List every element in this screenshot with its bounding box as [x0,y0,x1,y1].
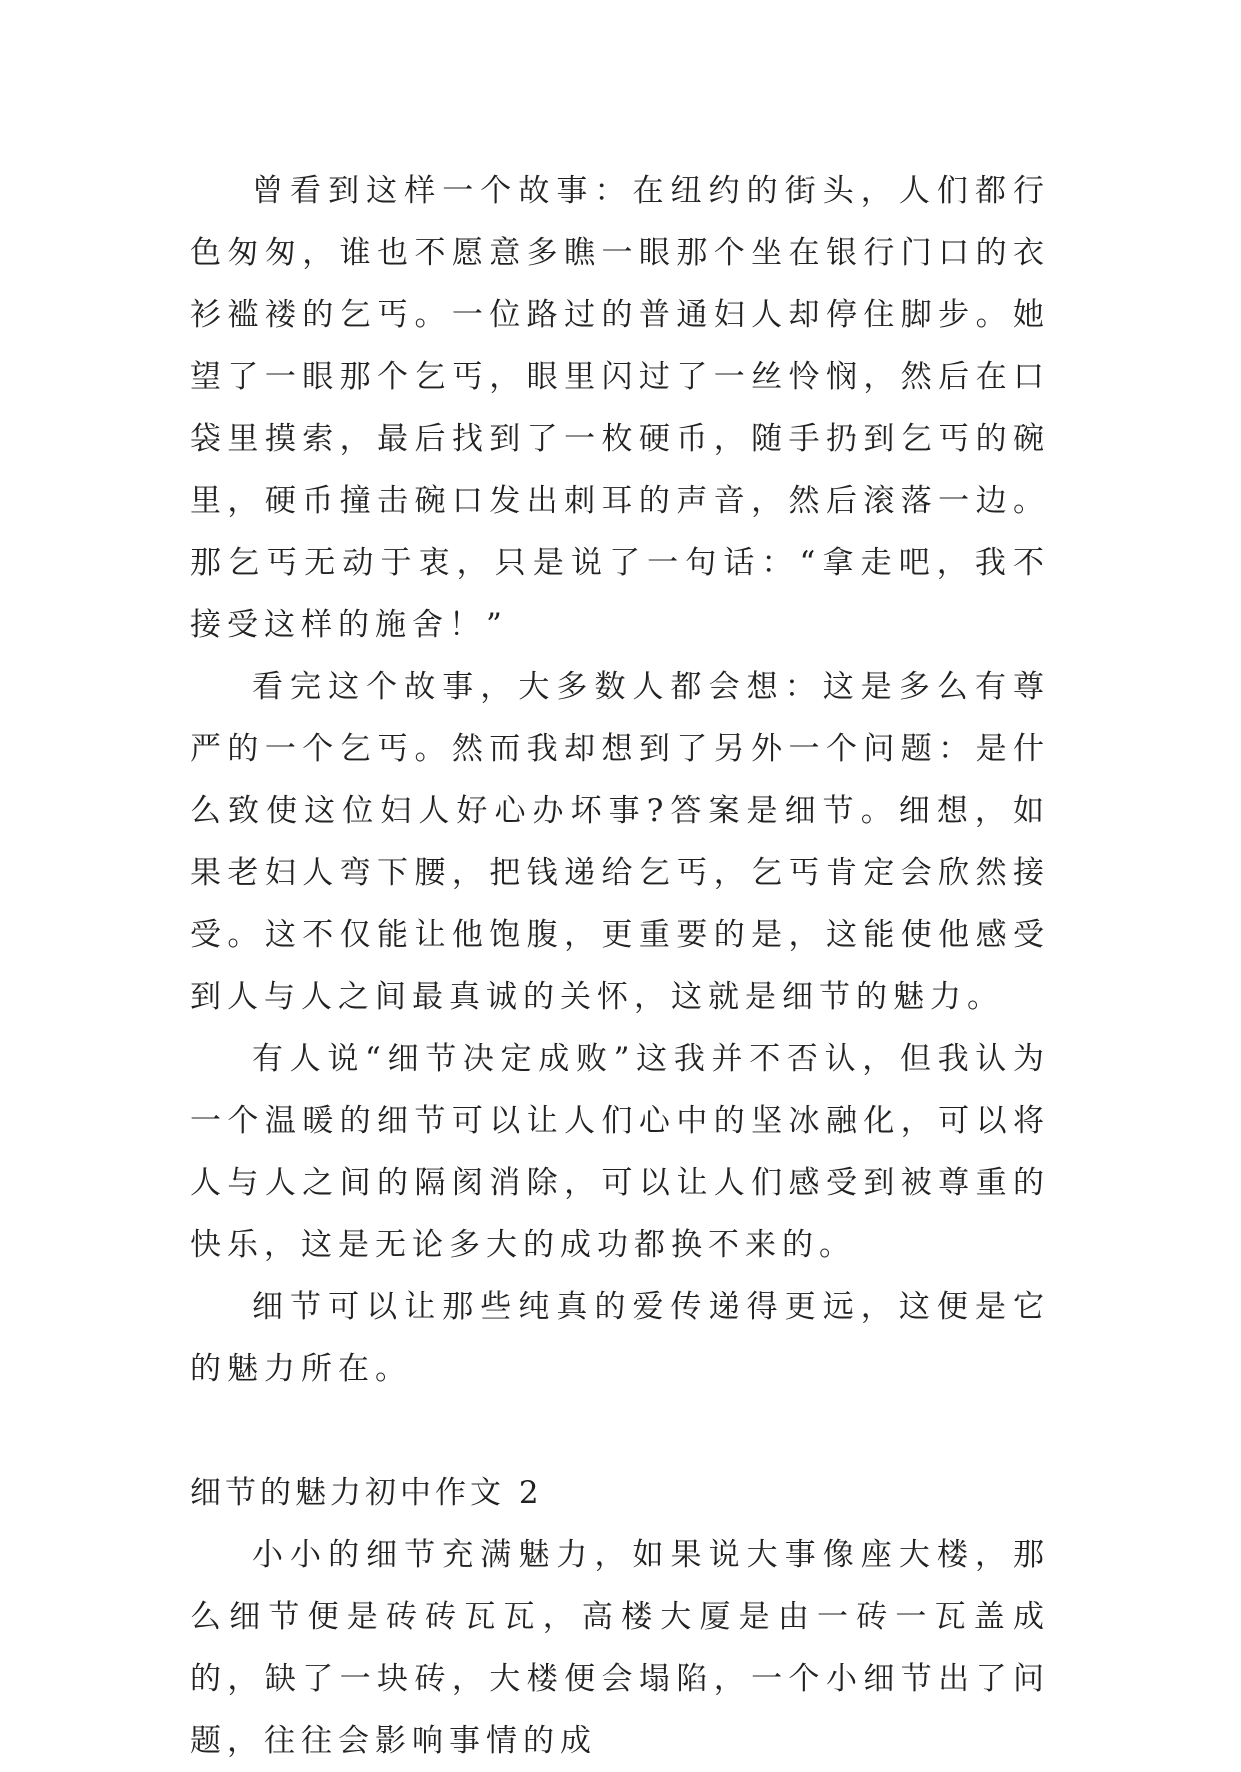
paragraph-reflection: 看完这个故事，大多数人都会想：这是多么有尊严的一个乞丐。然而我却想到了另外一个问题：是什么致使这位妇人好心办坏事?答案是细节。细想，如果老妇人弯下腰，把钱递给乞丐，乞丐肯定会欣然接受。这不仅能让他饱腹，更重要的是，这能使他感受到人与人之间最真诚的关怀，这就是细节的魅力。 [190,669,1050,1015]
paragraph-essay2-intro: 小小的细节充满魅力，如果说大事像座大楼，那么细节便是砖砖瓦瓦，高楼大厦是由一砖一瓦盖成的，缺了一块砖，大楼便会塌陷，一个小细节出了问题，往往会影响事情的成 [190,1537,1050,1759]
paragraph-conclusion: 细节可以让那些纯真的爱传递得更远，这便是它的魅力所在。 [190,1289,1050,1387]
section-heading: 细节的魅力初中作文 2 [190,1475,543,1511]
paragraph-story: 曾看到这样一个故事：在纽约的街头，人们都行色匆匆，谁也不愿意多瞧一眼那个坐在银行门口的衣衫褴褛的乞丐。一位路过的普通妇人却停住脚步。她望了一眼那个乞丐，眼里闪过了一丝怜悯，然后在口袋里摸索，最后找到了一枚硬币，随手扔到乞丐的碗里，硬币撞击碗口发出刺耳的声音，然后滚落一边。那乞丐无动于衷，只是说了一句话：“拿走吧，我不接受这样的施舍！” [190,173,1050,643]
paragraph-opinion: 有人说“细节决定成败”这我并不否认，但我认为一个温暖的细节可以让人们心中的坚冰融化，可以将人与人之间的隔阂消除，可以让人们感受到被尊重的快乐，这是无论多大的成功都换不来的。 [190,1041,1050,1263]
essay-body [190,160,1050,1772]
